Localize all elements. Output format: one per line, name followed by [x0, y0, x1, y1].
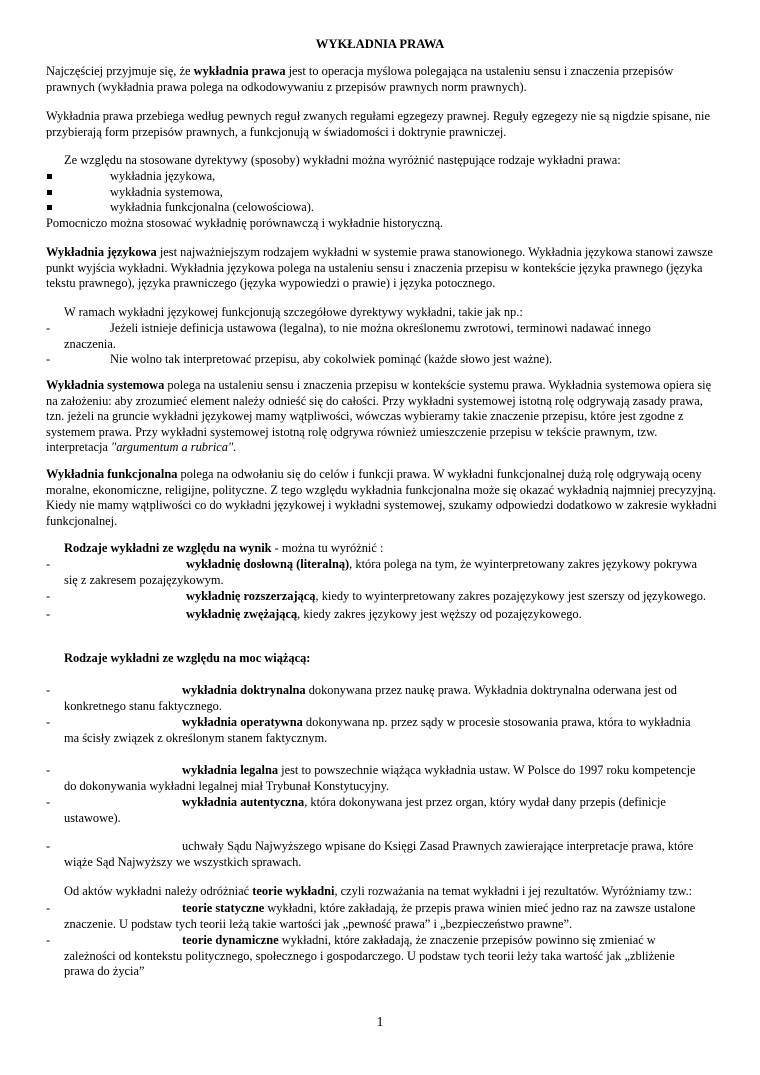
dash-marker: -	[46, 607, 51, 621]
by-force-heading: Rodzaje wykładni ze względu na moc wiążącą:	[64, 651, 311, 665]
dash-marker: -	[46, 589, 51, 603]
bold-term: wykładnia autentyczna	[182, 795, 305, 809]
bold-term: teorie wykładni	[252, 884, 335, 898]
bold-term: Wykładnia funkcjonalna	[46, 467, 178, 481]
text: Od aktów wykładni należy odróżniać	[64, 884, 253, 898]
rule-text: Nie wolno tak interpretować przepisu, aby cokolwiek pominąć (każde słowo jest ważne).	[110, 352, 553, 366]
dash-marker: -	[46, 901, 51, 915]
bold-term: Wykładnia językowa	[46, 245, 157, 259]
theory-item-1	[46, 901, 722, 932]
dash-marker: -	[46, 795, 51, 809]
text: do dokonywania wykładni legalnej miał Trybunał Konstytucyjny.	[64, 778, 390, 793]
text: Najczęściej przyjmuje się, że	[46, 64, 194, 78]
force-item-5	[46, 839, 722, 870]
bold-term: wykładnię rozszerzającą	[186, 589, 316, 603]
dash-marker: -	[46, 683, 51, 697]
dash-marker: -	[46, 557, 51, 571]
text: polega na ustaleniu sensu i znaczenia przepisu w kontekście systemu prawa. Wykładnia systemowa opiera się na założeniu: aby zrozumieć element należy odnieść się do całości. Przy wykładni systemowej istotną rolę odgrywają zasady prawa, tzn. jeżeli na gruncie wykładni językowej mamy wątpliwości, wówczas wybieramy takie znaczenie przepisu, które jest zgodne z systemem prawa. Przy wykładni systemowej istotną rolę odgrywa również umieszczenie przepisu w tekście prawnym, tzw. interpretacja	[46, 378, 712, 455]
text: prawa do życia”	[64, 964, 145, 979]
dash-marker: -	[46, 715, 51, 729]
force-item-4	[46, 795, 722, 826]
dash-marker: -	[46, 933, 51, 947]
bold-term: wykładnia prawa	[193, 64, 286, 78]
text: .	[233, 440, 237, 455]
result-item-2	[46, 589, 722, 605]
dash-marker: -	[46, 839, 51, 853]
rule-text: znaczenia.	[64, 336, 116, 351]
page-number: 1	[376, 1014, 384, 1029]
text: zależności od kontekstu politycznego, społecznego i gospodarczego. U podstaw tych teorii leży taka wartość jak „zbliżenie	[64, 948, 675, 963]
intro-paragraph-1	[46, 64, 722, 95]
bold-term: Wykładnia systemowa	[46, 378, 165, 392]
types-list	[46, 169, 722, 216]
result-item-3	[46, 607, 722, 623]
text: uchwały Sądu Najwyższego wpisane do Księgi Zasad Prawnych zawierające interpretacje prawa, które	[182, 839, 694, 853]
types-aux: Pomocniczo można stosować wykładnię porównawczą i wykładnie historyczną.	[46, 216, 444, 230]
text: konkretnego stanu faktycznego.	[64, 698, 222, 713]
rule-item-2	[46, 352, 722, 368]
bold-term: wykładnię zwężającą	[186, 607, 298, 621]
bold-term: teorie dynamiczne	[182, 933, 279, 947]
text: polega na odwołaniu się do celów i funkcji prawa. W wykładni funkcjonalnej dużą rolę odgrywają oceny moralne, ekonomiczne, religijne, polityczne. Z tego względu wykładnia funkcjonalna może się okazać wykładnią najmniej precyzyjną. Kiedy nie mamy wątpliwości co do wykładni językowej i wykładni systemowej, szukamy odpowiedzi dodatkowo w zakresie wykładni funkcjonalnej.	[46, 467, 717, 528]
bold-term: Rodzaje wykładni ze względu na wynik	[64, 541, 272, 555]
list-item-label: wykładnia językowa,	[110, 169, 216, 183]
language-lead: W ramach wykładni językowej funkcjonują szczegółowe dyrektywy wykładni, takie jak np.:	[64, 305, 523, 319]
text: jest najważniejszym rodzajem wykładni w systemie prawa stanowionego. Wykładnia językowa stanowi zawsze punkt wyjścia wykładni. Wykładnia językowa polega na ustaleniu sensu i znaczenia przepisu w kontekście języka prawnego (języka tekstu prawnego), języka prawniczego (języka wypowiedzi o prawie) i języka potocznego.	[46, 245, 713, 291]
language-paragraph	[46, 245, 722, 292]
text: jest to operacja myślowa polegająca na ustaleniu sensu i znaczenia przepisów prawnych (wykładnia prawa polega na odkodowywaniu z przepisów prawnych norm prawnych).	[46, 64, 674, 94]
text: ma ścisły związek z określonym stanem faktycznym.	[64, 730, 328, 745]
rule-text: Jeżeli istnieje definicja ustawowa (legalna), to nie można określonemu zwrotowi, terminowi nadawać innego	[110, 321, 651, 335]
italic-term: "argumentum a rubrica"	[111, 440, 234, 455]
text: znaczenie. U podstaw tych teorii leżą takie wartości jak „pewność prawa” i „bezpieczeństwo prawne”.	[64, 916, 573, 931]
intro-paragraph-2: Wykładnia prawa przebiega według pewnych reguł zwanych regułami egzegezy prawnej. Reguły egzegezy nie są nigdzie spisane, nie przybierają form przepisów prawnych, a funkcjonują w świadomości i doktrynie prawniczej.	[46, 109, 710, 139]
text: wiąże Sąd Najwyższy we wszystkich sprawach.	[64, 854, 302, 869]
dash-marker: -	[46, 352, 51, 366]
by-result-heading	[64, 541, 383, 557]
bold-term: teorie statyczne	[182, 901, 265, 915]
bold-term: wykładnię dosłowną (literalną)	[186, 557, 350, 571]
functional-paragraph	[46, 467, 722, 529]
text: , czyli rozważania na temat wykładni i jej rezultatów. Wyróżniamy tzw.:	[334, 884, 693, 898]
text: dokonywana np. przez sądy w procesie stosowania prawa, która to wykładnia	[302, 715, 691, 729]
dash-marker: -	[46, 321, 51, 335]
text: jest to powszechnie wiążąca wykładnia ustaw. W Polsce do 1997 roku kompetencje	[278, 763, 696, 777]
bold-term: wykładnia doktrynalna	[182, 683, 306, 697]
text: , kiedy to wyinterpretowany zakres pozajęzykowy jest szerszy od językowego.	[315, 589, 707, 603]
bold-term: wykładnia operatywna	[182, 715, 303, 729]
bullet-square-icon	[47, 205, 52, 210]
bold-term: wykładnia legalna	[182, 763, 279, 777]
rule-item-1	[46, 321, 722, 352]
text: wykładni, które zakładają, że znaczenie przepisów powinno się zmieniać w	[278, 933, 656, 947]
page-title: WYKŁADNIA PRAWA	[315, 37, 445, 51]
list-item	[46, 169, 722, 185]
theory-item-2	[46, 933, 722, 980]
bullet-square-icon	[47, 190, 52, 195]
systemic-paragraph	[46, 378, 722, 456]
list-item	[46, 185, 722, 201]
text: , która dokonywana jest przez organ, który wydał dany przepis (definicje	[304, 795, 666, 809]
text: , która polega na tym, że wyinterpretowany zakres językowy pokrywa	[349, 557, 698, 571]
force-item-1	[46, 683, 722, 714]
text: dokonywana przez naukę prawa. Wykładnia doktrynalna oderwana jest od	[305, 683, 677, 697]
types-lead: Ze względu na stosowane dyrektywy (sposoby) wykładni można wyróżnić następujące rodzaje wykładni prawa:	[64, 153, 621, 167]
text: się z zakresem pozajęzykowym.	[64, 572, 224, 587]
text: ustawowe).	[64, 810, 121, 825]
theories-lead	[46, 884, 722, 900]
list-item-label: wykładnia funkcjonalna (celowościowa).	[110, 200, 315, 215]
result-item-1	[46, 557, 722, 588]
force-item-3	[46, 763, 722, 794]
text: wykładni, które zakładają, że przepis prawa winien mieć jedno raz na zawsze ustalone	[264, 901, 696, 915]
dash-marker: -	[46, 763, 51, 777]
list-item-label: wykładnia systemowa,	[110, 184, 223, 199]
bullet-square-icon	[47, 174, 52, 179]
force-item-2	[46, 715, 722, 746]
text: - można tu wyróżnić :	[271, 541, 384, 555]
text: , kiedy zakres językowy jest węższy od pozajęzykowego.	[297, 607, 582, 621]
list-item	[46, 200, 722, 216]
